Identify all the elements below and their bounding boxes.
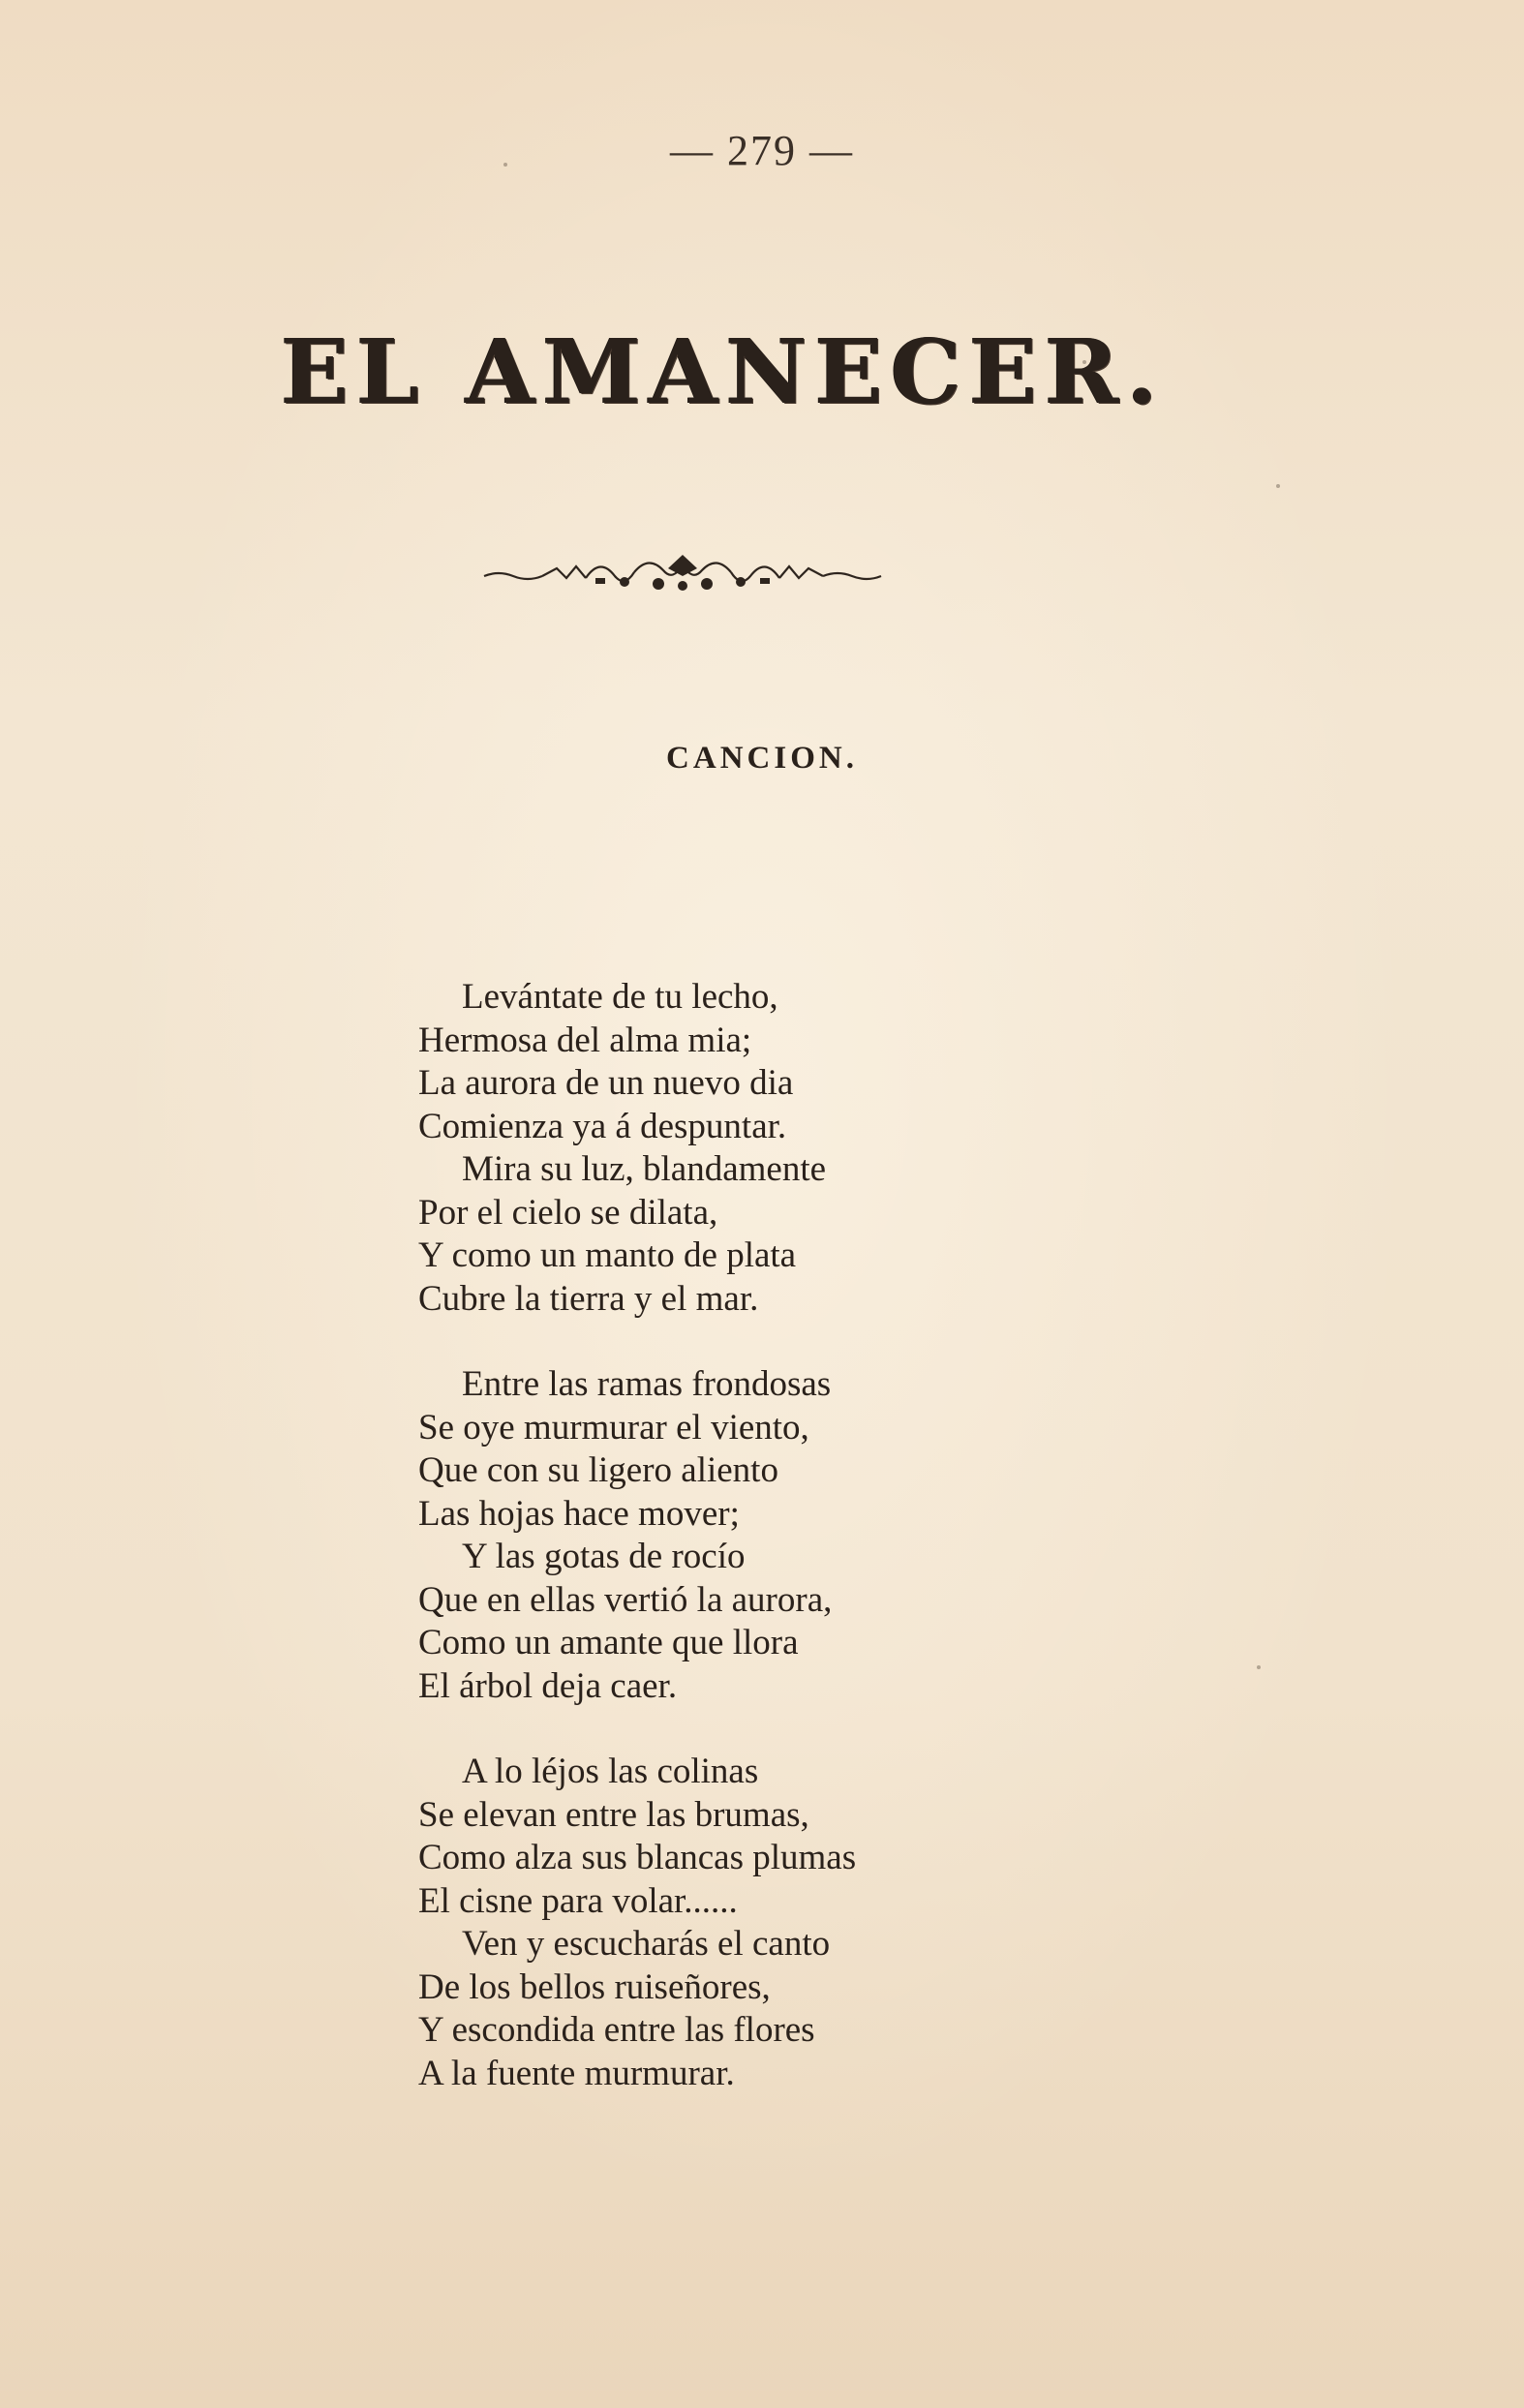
poem-line: Como un amante que llora	[418, 1623, 799, 1662]
poem-line: Y escondida entre las flores	[418, 2010, 815, 2050]
poem-line: El cisne para volar......	[418, 1880, 738, 1921]
poem-subtitle: CANCION.	[666, 741, 858, 776]
poem-line: Se oye murmurar el viento,	[418, 1407, 809, 1448]
poem-line: De los bellos ruiseñores,	[418, 1966, 771, 2007]
paper-speck	[503, 163, 507, 167]
poem-line: Que con su ligero aliento	[418, 1450, 778, 1490]
page-number: — 279 —	[670, 127, 854, 174]
poem-line: Y como un manto de plata	[418, 1235, 797, 1275]
poem-line: A la fuente murmurar.	[418, 2053, 735, 2093]
poem-line: El árbol deja caer.	[418, 1665, 678, 1706]
poem-line: Que en ellas vertió la aurora,	[418, 1579, 833, 1620]
poem-line: Entre las ramas frondosas	[462, 1364, 832, 1404]
paper-speck	[1257, 1665, 1261, 1669]
bleed-through-texture	[58, 562, 1278, 1041]
poem-title: EL AMANECER.	[281, 320, 1166, 424]
poem-line: La aurora de un nuevo dia	[418, 1063, 794, 1103]
poem-line: A lo léjos las colinas	[462, 1752, 759, 1791]
poem-line: Como alza sus blancas plumas	[418, 1838, 857, 1877]
poem-line: Levántate de tu lecho,	[462, 977, 778, 1017]
poem-line: Hermosa del alma mia;	[418, 1020, 752, 1060]
poem-line: Y las gotas de rocío	[462, 1537, 746, 1576]
paper-speck	[1082, 360, 1086, 364]
poem-line: Comienza ya á despuntar.	[418, 1106, 787, 1146]
poem-line: Por el cielo se dilata,	[418, 1192, 718, 1233]
stanza-3	[418, 1751, 1019, 2095]
decorative-flourish-icon	[479, 547, 886, 595]
poem-line: Ven y escucharás el canto	[462, 1924, 831, 1964]
stanza-2	[418, 1363, 1019, 1708]
stanza-1	[418, 976, 1019, 1321]
paper-speck	[1276, 484, 1280, 488]
poem-line: Cubre la tierra y el mar.	[418, 1278, 759, 1319]
poem-line: Las hojas hace mover;	[418, 1493, 740, 1534]
poem-line: Se elevan entre las brumas,	[418, 1794, 809, 1835]
poem-body	[418, 976, 1019, 2095]
poem-line: Mira su luz, blandamente	[462, 1149, 827, 1189]
